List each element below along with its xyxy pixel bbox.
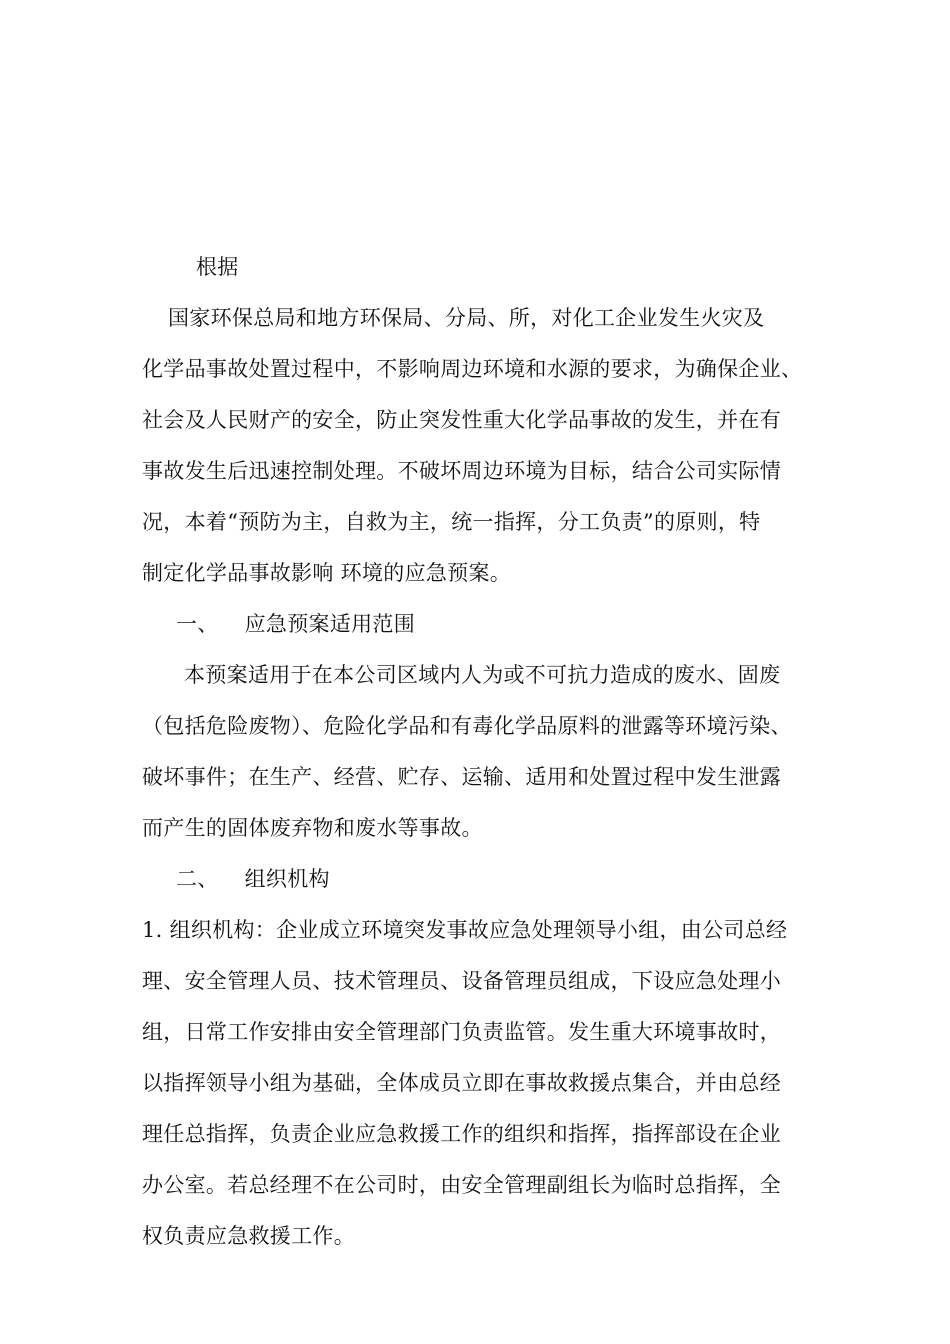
intro-line: 化学品事故处置过程中，不影响周边环境和水源的要求，为确保企业、 <box>142 357 803 381</box>
scope-line: 而产生的固体废弃物和废水等事故。 <box>142 816 483 840</box>
section-title: 应急预案适用范围 <box>244 612 416 636</box>
intro-line: 事故发生后迅速控制处理。不破坏周边环境为目标，结合公司实际情 <box>142 459 781 483</box>
section-heading-2 <box>142 854 818 905</box>
section-number: 一、 <box>176 612 219 636</box>
org-line: 理、安全管理人员、技术管理员、设备管理员组成，下设应急处理小 <box>142 969 781 993</box>
section-heading-1 <box>142 599 818 650</box>
document-body <box>142 242 818 1262</box>
lead-line <box>142 242 818 293</box>
org-line: 组，日常工作安排由安全管理部门负责监管。发生重大环境事故时， <box>142 1020 781 1044</box>
lead-second-line <box>142 293 818 344</box>
org-line: 1. 组织机构：企业成立环境突发事故应急处理领导小组，由公司总经 <box>142 918 788 942</box>
section-title: 组织机构 <box>244 867 330 891</box>
scope-line: 本预案适用于在本公司区域内人为或不可抗力造成的废水、固废 <box>184 663 781 687</box>
scope-line: （包括危险废物）、危险化学品和有毒化学品原料的泄露等环境污染、 <box>142 714 792 738</box>
intro-line: 社会及人民财产的安全，防止突发性重大化学品事故的发生，并在有 <box>142 408 781 432</box>
lead-second-text: 国家环保总局和地方环保局、分局、所，对化工企业发生火灾及 <box>168 306 765 330</box>
intro-line: 况，本着“预防为主，自救为主，统一指挥，分工负责”的原则，特 <box>142 510 761 534</box>
section-number: 二、 <box>176 867 219 891</box>
lead-prefix: 根据 <box>196 255 239 279</box>
scope-line: 破坏事件；在生产、经营、贮存、运输、适用和处置过程中发生泄露 <box>142 765 781 789</box>
org-line: 权负责应急救援工作。 <box>142 1224 355 1248</box>
org-line: 办公室。若总经理不在公司时，由安全管理副组长为临时总指挥，全 <box>142 1173 781 1197</box>
org-line: 以指挥领导小组为基础，全体成员立即在事故救援点集合，并由总经 <box>142 1071 781 1095</box>
org-line: 理任总指挥，负责企业应急救援工作的组织和指挥，指挥部设在企业 <box>142 1122 781 1146</box>
intro-line: 制定化学品事故影响 环境的应急预案。 <box>142 561 512 585</box>
